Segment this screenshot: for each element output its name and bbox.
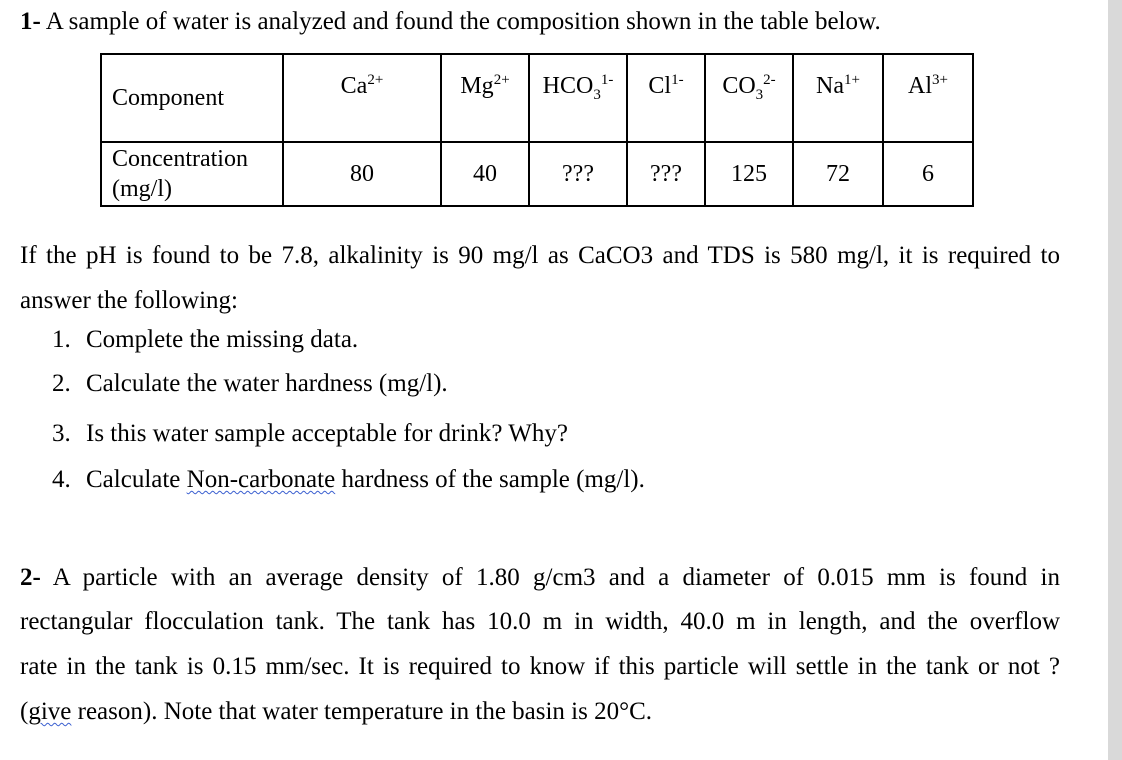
question-2-line-3: rate in the tank is 0.15 mm/sec. It is required to know if this particle will settle in the tank or not ? <box>20 653 1060 680</box>
component-label: Component <box>101 54 283 142</box>
value-cl: ??? <box>627 142 705 206</box>
value-al: 6 <box>883 142 973 206</box>
spellcheck-underline: give <box>28 698 72 725</box>
ion-mg: $Mg^{2+}$ <box>441 54 529 142</box>
list-item: 3. Is this water sample acceptable for drink? Why? <box>52 420 568 447</box>
question-2-line-4: (give reason). Note that water temperature in the basin is 20°C. <box>20 698 653 725</box>
ion-ca: $Ca^{2+}$ <box>283 54 441 142</box>
list-item: 1. Complete the missing data. <box>52 326 359 353</box>
ion-na: $Na^{1+}$ <box>793 54 883 142</box>
vertical-scrollbar[interactable] <box>1108 0 1122 760</box>
value-mg: 40 <box>441 142 529 206</box>
value-ca: 80 <box>283 142 441 206</box>
list-item: 2. Calculate the water hardness (mg/l). <box>52 370 448 397</box>
conditions-line-2: answer the following: <box>20 287 239 314</box>
question-1-number: 1- <box>20 8 41 35</box>
value-na: 72 <box>793 142 883 206</box>
ion-co3: $CO_3^{2-}$ <box>705 54 793 142</box>
ion-cl: $Cl^{1-}$ <box>627 54 705 142</box>
list-item: 4. Calculate Non-carbonate hardness of the sample (mg/l). <box>52 466 645 493</box>
conditions-line-1: If the pH is found to be 7.8, alkalinity is 90 mg/l as CaCO3 and TDS is 580 mg/l, it is required to <box>20 242 1060 269</box>
value-hco3: ??? <box>529 142 627 206</box>
ion-al: $Al^{3+}$ <box>883 54 973 142</box>
ion-hco3: $HCO_3^{1-}$ <box>529 54 627 142</box>
spellcheck-underline: Non-carbonate <box>186 466 336 493</box>
component-row <box>101 54 973 142</box>
concentration-row <box>101 142 973 206</box>
question-2-line-2: rectangular flocculation tank. The tank has 10.0 m in width, 40.0 m in length, and the overflow <box>20 608 1060 635</box>
value-co3: 125 <box>705 142 793 206</box>
question-1-intro <box>20 6 881 38</box>
concentration-label: Concentration (mg/l) <box>101 142 283 206</box>
question-1-intro-text: A sample of water is analyzed and found the composition shown in the table below. <box>45 8 881 35</box>
composition-table <box>100 53 974 207</box>
question-2-line-1: 2- A particle with an average density of 1.80 g/cm3 and a diameter of 0.015 mm is found in <box>20 564 1060 591</box>
